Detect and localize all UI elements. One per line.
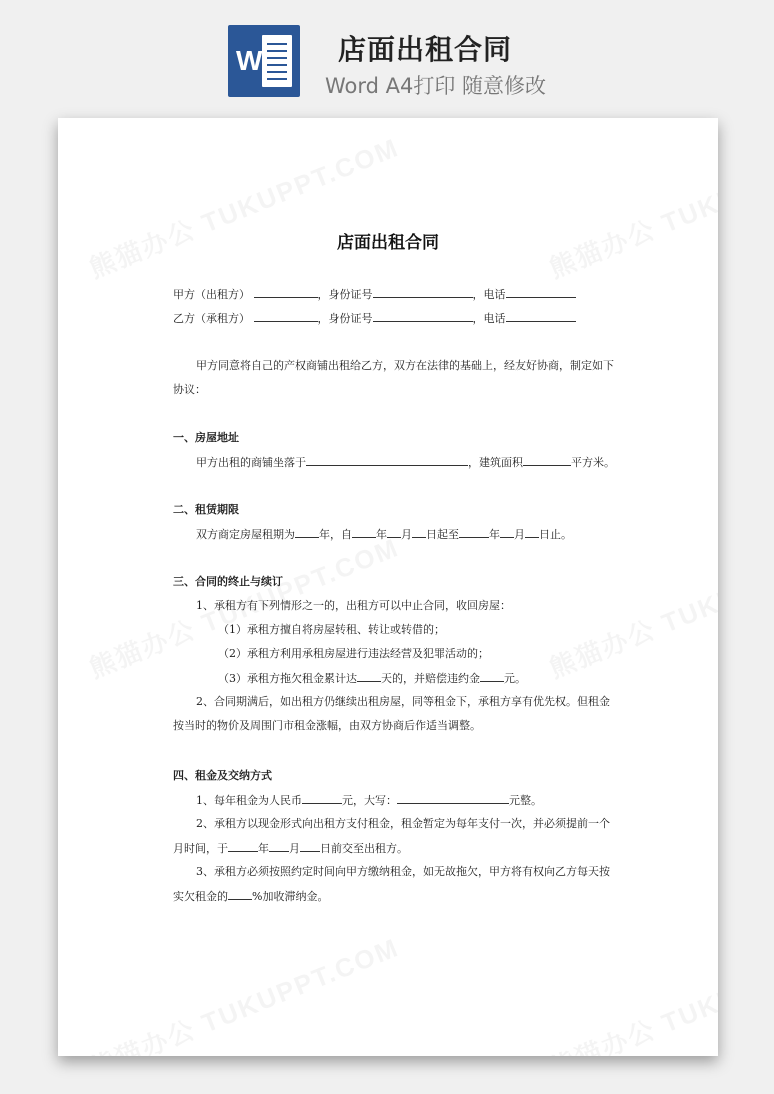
blank-field[interactable] bbox=[228, 888, 252, 900]
blank-field[interactable] bbox=[373, 286, 473, 298]
intro-line-2: 协议： bbox=[173, 383, 206, 396]
phone-label: ，电话 bbox=[472, 288, 506, 301]
blank-field[interactable] bbox=[254, 286, 318, 298]
blank-field[interactable] bbox=[412, 526, 426, 538]
text: 月 bbox=[401, 528, 412, 541]
text: 年 bbox=[489, 528, 500, 541]
text: 平方米。 bbox=[571, 456, 615, 469]
section-4-item-1 bbox=[196, 792, 542, 809]
watermark bbox=[83, 927, 404, 1056]
party-a-label: 甲方（出租方） bbox=[173, 288, 250, 301]
blank-field[interactable] bbox=[228, 840, 258, 852]
blank-field[interactable] bbox=[506, 286, 576, 298]
text: 实欠租金的 bbox=[173, 890, 228, 903]
blank-field[interactable] bbox=[306, 454, 468, 466]
watermark bbox=[543, 127, 718, 285]
intro-line-1: 甲方同意将自己的产权商铺出租给乙方，双方在法律的基础上，经友好协商，制定如下 bbox=[196, 359, 614, 372]
watermark bbox=[83, 127, 404, 285]
text: 甲方出租的商铺坐落于 bbox=[196, 456, 306, 469]
contract-title: 店面出租合同 bbox=[337, 233, 439, 253]
text: %加收滞纳金。 bbox=[252, 890, 329, 903]
text: 月 bbox=[289, 842, 300, 855]
section-3-item-1a: （1）承租方擅自将房屋转租、转让或转借的； bbox=[218, 623, 445, 636]
blank-field[interactable] bbox=[254, 310, 318, 322]
id-label: ，身份证号 bbox=[317, 288, 373, 301]
page-header bbox=[0, 0, 774, 110]
text: 元整。 bbox=[509, 794, 542, 807]
text: 日前交至出租方。 bbox=[320, 842, 408, 855]
section-1-line bbox=[196, 454, 615, 471]
text: 年，自 bbox=[319, 528, 352, 541]
section-3-item-1b: （2）承租方利用承租房屋进行违法经营及犯罪活动的； bbox=[218, 647, 489, 660]
party-b-label: 乙方（承租方） bbox=[173, 312, 250, 325]
section-4-item-3a: 3、承租方必须按照约定时间向甲方缴纳租金，如无故拖欠，甲方将有权向乙方每天按 bbox=[196, 865, 610, 878]
section-1-title: 一、房屋地址 bbox=[173, 431, 239, 444]
blank-field[interactable] bbox=[459, 526, 489, 538]
blank-field[interactable] bbox=[397, 792, 509, 804]
section-2-title: 二、租赁期限 bbox=[173, 503, 239, 516]
text: 月时间，于 bbox=[173, 842, 228, 855]
text: 元。 bbox=[504, 672, 526, 685]
party-b-line bbox=[173, 310, 576, 327]
word-icon bbox=[228, 25, 300, 97]
section-3-item-1c bbox=[218, 670, 526, 687]
section-4-title: 四、租金及交纳方式 bbox=[173, 769, 272, 782]
blank-field[interactable] bbox=[506, 310, 576, 322]
section-4-item-3b bbox=[173, 888, 328, 905]
blank-field[interactable] bbox=[352, 526, 376, 538]
text: （3）承租方拖欠租金累计达 bbox=[218, 672, 357, 685]
blank-field[interactable] bbox=[357, 670, 381, 682]
section-3-item-2b: 按当时的物价及周围门市租金涨幅，由双方协商后作适当调整。 bbox=[173, 719, 481, 732]
section-3-item-2a: 2、合同期满后，如出租方仍继续出租房屋，同等租金下，承租方享有优先权。但租金 bbox=[196, 695, 610, 708]
text: 年 bbox=[258, 842, 269, 855]
section-4-item-2b bbox=[173, 840, 408, 857]
blank-field[interactable] bbox=[387, 526, 401, 538]
text: 天的，并赔偿违约金 bbox=[381, 672, 480, 685]
blank-field[interactable] bbox=[523, 454, 571, 466]
page-subtitle: Word A4打印 随意修改 bbox=[325, 74, 547, 98]
section-3-item-1: 1、承租方有下列情形之一的，出租方可以中止合同，收回房屋： bbox=[196, 599, 511, 612]
blank-field[interactable] bbox=[480, 670, 504, 682]
text: 元，大写： bbox=[342, 794, 397, 807]
blank-field[interactable] bbox=[295, 526, 319, 538]
blank-field[interactable] bbox=[269, 840, 289, 852]
blank-field[interactable] bbox=[300, 840, 320, 852]
document-lines-icon bbox=[262, 35, 292, 87]
document-page bbox=[58, 118, 718, 1056]
text: 年 bbox=[376, 528, 387, 541]
blank-field[interactable] bbox=[525, 526, 539, 538]
phone-label: ，电话 bbox=[472, 312, 506, 325]
text: 日起至 bbox=[426, 528, 459, 541]
blank-field[interactable] bbox=[302, 792, 342, 804]
section-2-line bbox=[196, 526, 572, 543]
id-label: ，身份证号 bbox=[317, 312, 373, 325]
text: 日止。 bbox=[539, 528, 572, 541]
word-letter: W bbox=[236, 45, 263, 76]
text: ，建筑面积 bbox=[468, 456, 523, 469]
party-a-line bbox=[173, 286, 576, 303]
text: 双方商定房屋租期为 bbox=[196, 528, 295, 541]
page-title: 店面出租合同 bbox=[338, 33, 513, 66]
watermark bbox=[543, 927, 718, 1056]
text: 1、每年租金为人民币 bbox=[196, 794, 302, 807]
section-3-title: 三、合同的终止与续订 bbox=[173, 575, 283, 588]
watermark bbox=[543, 527, 718, 685]
blank-field[interactable] bbox=[500, 526, 514, 538]
text: 月 bbox=[514, 528, 525, 541]
blank-field[interactable] bbox=[373, 310, 473, 322]
section-4-item-2a: 2、承租方以现金形式向出租方支付租金，租金暂定为每年支付一次，并必须提前一个 bbox=[196, 817, 610, 830]
